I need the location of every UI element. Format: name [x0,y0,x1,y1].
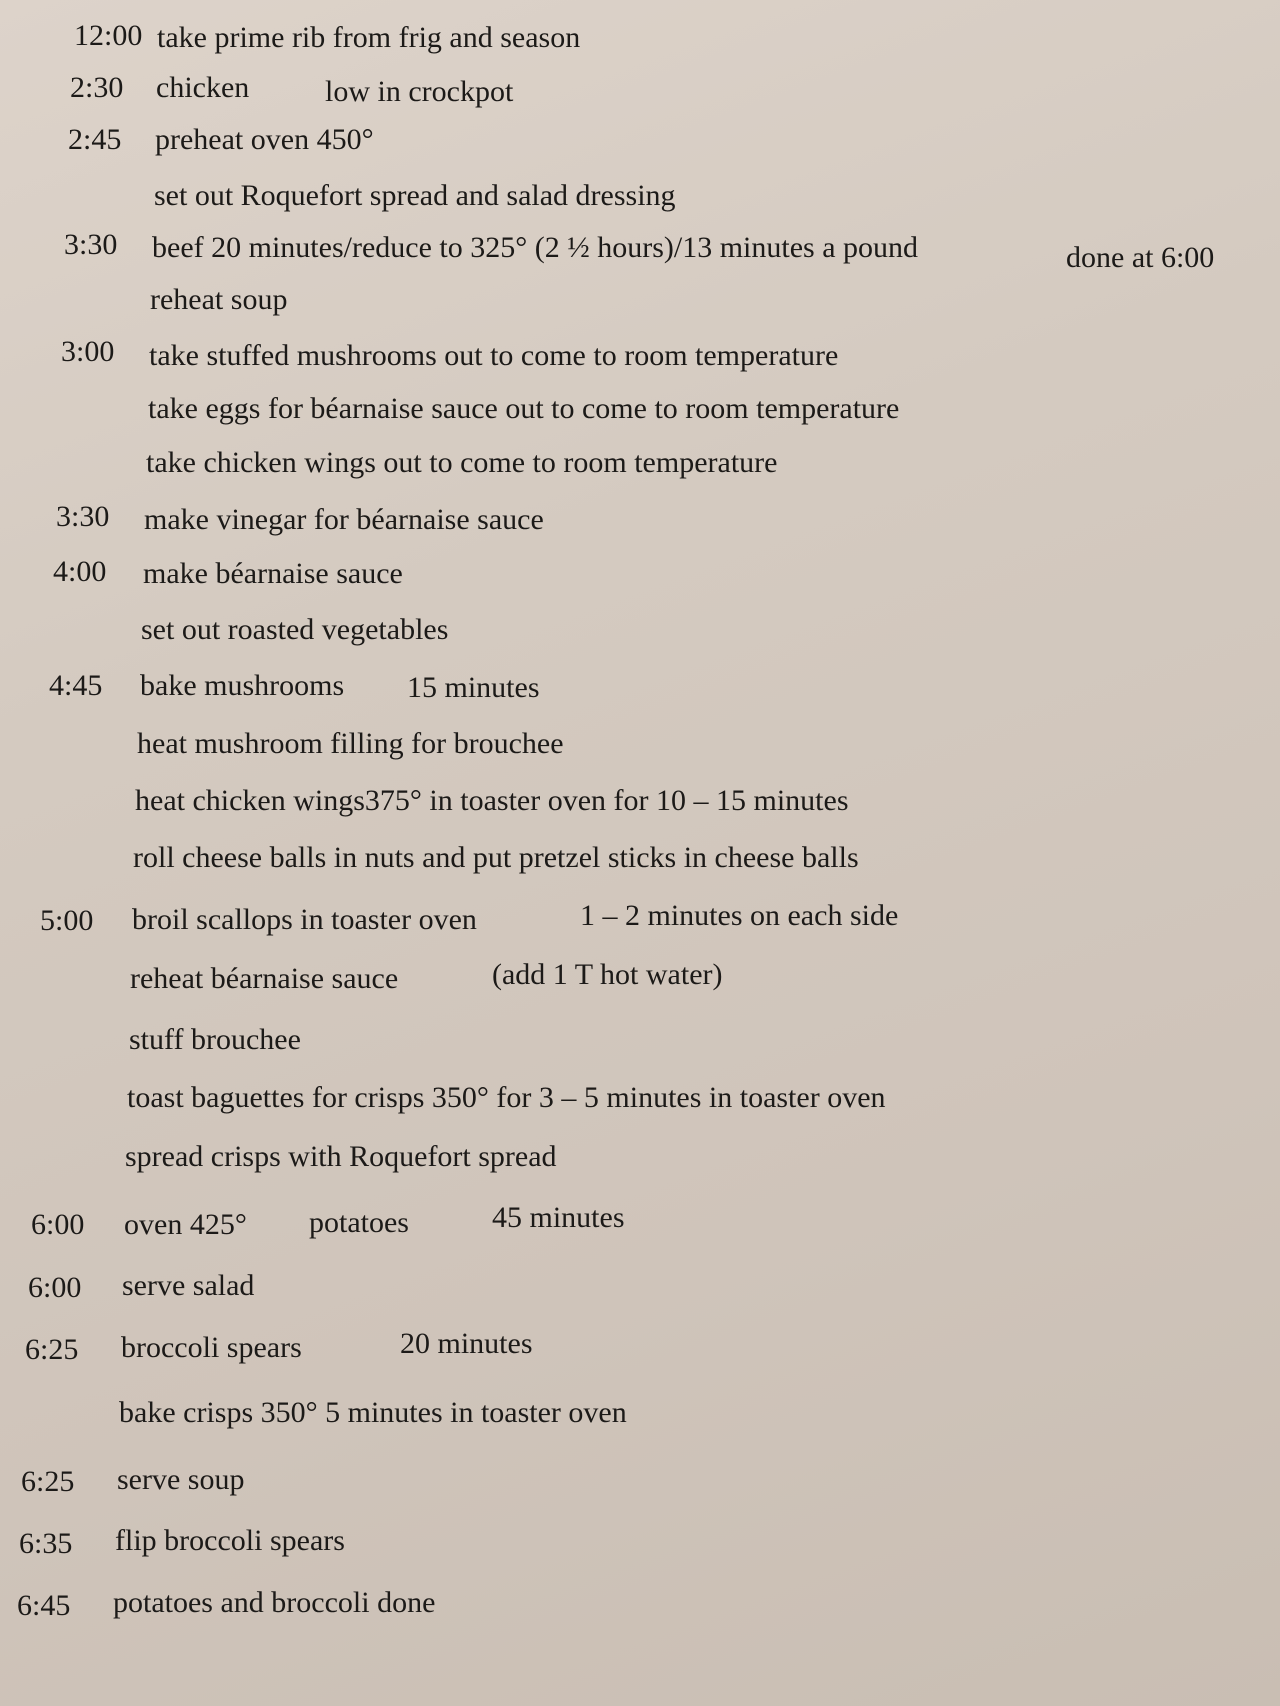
row-extra: 15 minutes [407,671,540,704]
row-extra: potatoes [309,1206,409,1239]
row-text: serve salad [122,1269,255,1302]
row-text: reheat soup [150,283,288,316]
row-text: preheat oven 450° [155,123,374,156]
row-text: toast baguettes for crisps 350° for 3 – 5 minutes in toaster oven [127,1081,886,1114]
row-text: take prime rib from frig and season [157,21,581,54]
row-text: reheat béarnaise sauce [130,962,399,995]
row-text: oven 425° [124,1208,247,1241]
row-text: broil scallops in toaster oven [132,903,477,936]
row-text: stuff brouchee [129,1023,301,1056]
row-text: heat chicken wings375° in toaster oven for 10 – 15 minutes [135,784,849,817]
row-text: make béarnaise sauce [143,557,403,590]
row-time: 4:00 [53,555,107,588]
row-extra: 45 minutes [492,1201,625,1234]
row-text: heat mushroom filling for brouchee [137,727,564,760]
row-text: set out Roquefort spread and salad dressing [154,179,676,212]
row-text: take eggs for béarnaise sauce out to come to room temperature [148,392,900,425]
row-text: beef 20 minutes/reduce to 325° (2 ½ hours)/13 minutes a pound [152,231,919,264]
row-text: take stuffed mushrooms out to come to room temperature [149,339,839,372]
row-text: potatoes and broccoli done [113,1586,436,1619]
row-text: bake mushrooms [140,669,345,702]
row-time: 6:00 [31,1208,85,1241]
row-text: broccoli spears [121,1331,302,1364]
row-text: flip broccoli spears [115,1524,345,1557]
row-time: 2:45 [68,123,122,156]
row-time: 6:25 [25,1333,79,1366]
row-text: roll cheese balls in nuts and put pretzel sticks in cheese balls [133,841,859,874]
row-time: 6:00 [28,1271,82,1304]
row-time: 3:00 [61,335,115,368]
row-extra: low in crockpot [325,75,514,108]
row-time: 5:00 [40,904,94,937]
row-time: 4:45 [49,669,103,702]
row-text: bake crisps 350° 5 minutes in toaster oven [119,1396,627,1429]
row-text: take chicken wings out to come to room temperature [146,446,778,479]
row-text: chicken [156,71,250,104]
row-time: 3:30 [64,228,118,261]
row-time: 6:35 [19,1527,73,1560]
row-time: 12:00 [74,19,143,52]
row-text: spread crisps with Roquefort spread [125,1140,557,1173]
row-time: 6:45 [17,1589,71,1622]
row-extra: done at 6:00 [1066,241,1215,274]
row-extra: (add 1 T hot water) [492,958,723,991]
row-extra: 1 – 2 minutes on each side [580,899,899,932]
row-extra: 20 minutes [400,1327,533,1360]
row-text: make vinegar for béarnaise sauce [144,503,544,536]
row-text: serve soup [117,1463,245,1496]
row-text: set out roasted vegetables [141,613,449,646]
row-time: 6:25 [21,1465,75,1498]
row-time: 3:30 [56,500,110,533]
row-time: 2:30 [70,71,124,104]
